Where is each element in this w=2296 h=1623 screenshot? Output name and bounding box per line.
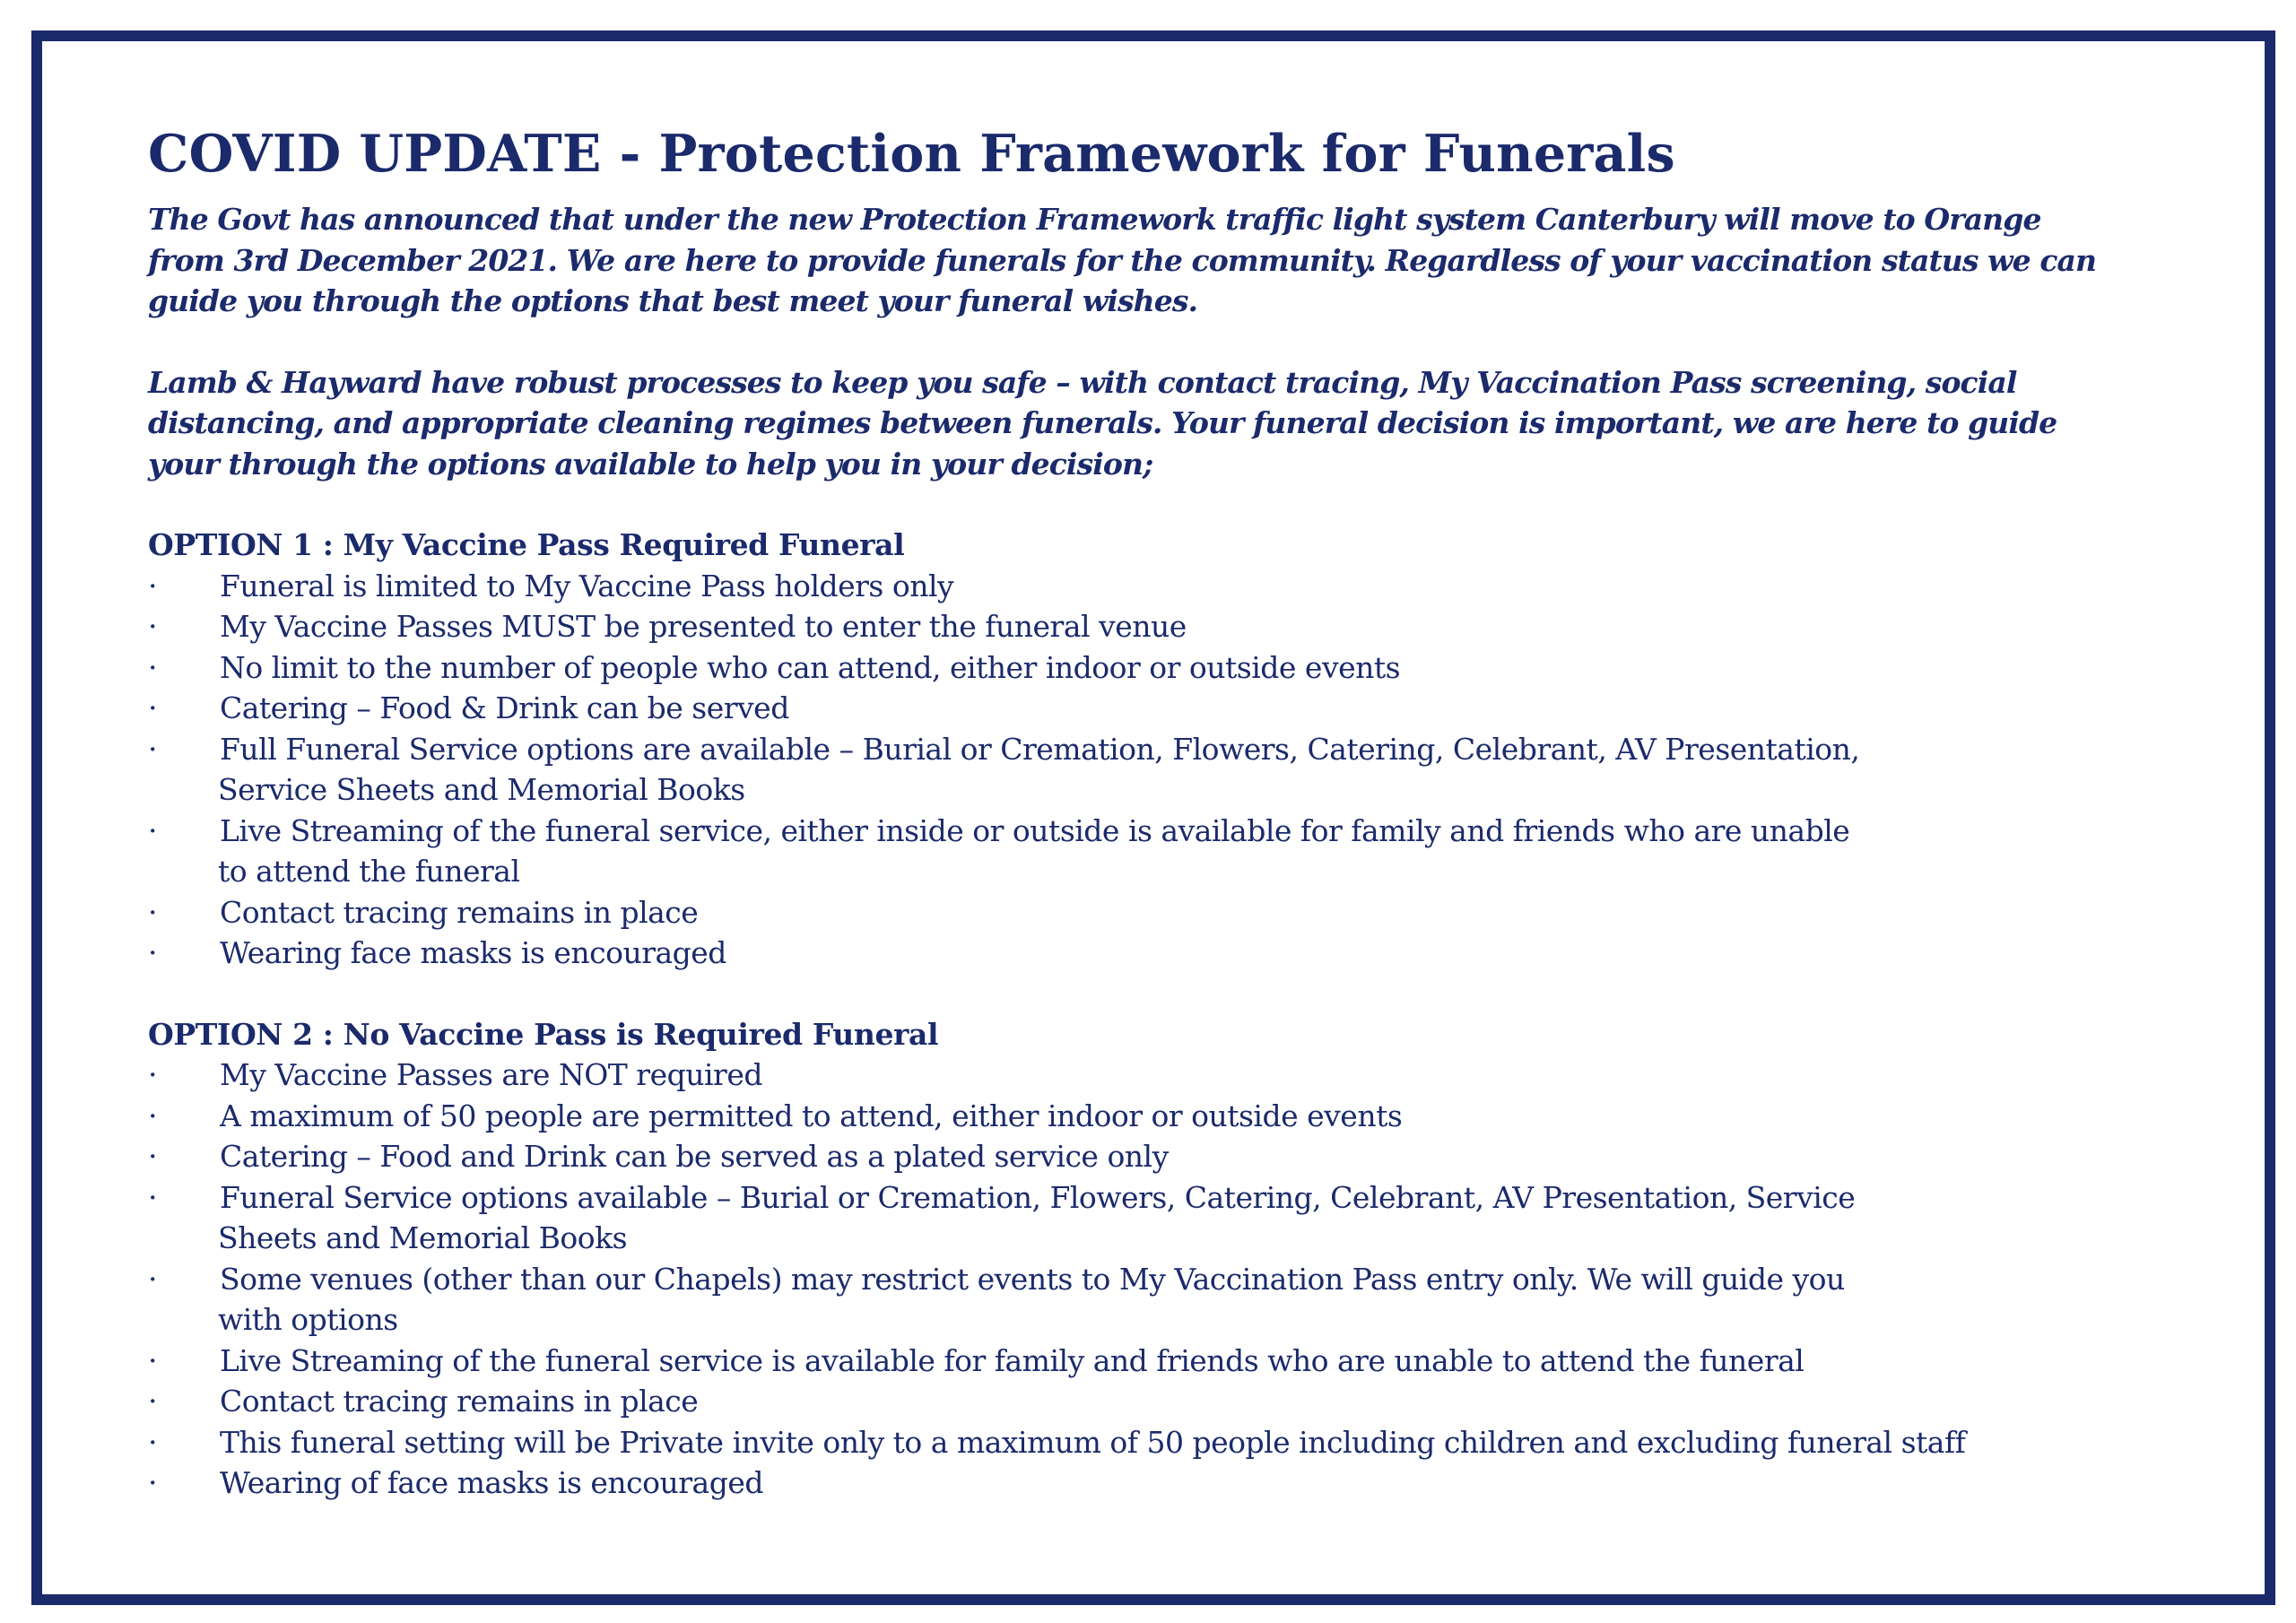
list-item-line: This funeral setting will be Private invite only to a maximum of 50 people including children and excluding funeral staff <box>220 1424 1966 1460</box>
spacer <box>148 484 2157 525</box>
list-item-line: Some venues (other than our Chapels) may restrict events to My Vaccination Pass entry only. We will guide you <box>220 1261 1845 1297</box>
page-title: COVID UPDATE - Protection Framework for Funerals <box>148 124 1675 184</box>
list-item <box>148 729 2157 811</box>
bullet-icon: · <box>148 894 157 930</box>
list-item <box>148 933 2157 974</box>
list-item-text <box>220 688 2157 729</box>
intro-line: your through the options available to help you in your decision; <box>148 446 1153 482</box>
list-item-text <box>220 1341 2157 1382</box>
bullet-icon: · <box>148 1057 157 1092</box>
list-item-text <box>220 729 2157 811</box>
list-item-text <box>220 566 2157 607</box>
list-item-line: with options <box>218 1302 398 1337</box>
spacer <box>148 974 2157 1014</box>
bullet-icon: · <box>148 649 157 685</box>
list-item-text <box>220 933 2157 974</box>
bullet-icon: · <box>148 731 157 767</box>
list-item-text <box>220 1136 2157 1177</box>
list-item-line: to attend the funeral <box>218 854 520 889</box>
list-item <box>148 1096 2157 1137</box>
option-1-heading: OPTION 1 : My Vaccine Pass Required Funeral <box>148 527 905 562</box>
bullet-icon: · <box>148 935 157 970</box>
list-item-text <box>220 1422 2157 1463</box>
list-item <box>148 566 2157 607</box>
intro-line: guide you through the options that best meet your funeral wishes. <box>148 283 1198 318</box>
list-item <box>148 1462 2157 1504</box>
list-item-line: Wearing face masks is encouraged <box>220 935 726 970</box>
bullet-icon: · <box>148 1424 157 1460</box>
list-item-line: Wearing of face masks is encouraged <box>220 1465 764 1500</box>
intro-paragraph-1 <box>148 199 2157 322</box>
list-item <box>148 1055 2157 1096</box>
intro-line: from 3rd December 2021. We are here to provide funerals for the community. Regardless of your vaccination status we can <box>148 242 2097 278</box>
bullet-icon: · <box>148 1139 157 1174</box>
list-item-text <box>220 1259 2157 1341</box>
bullet-icon: · <box>148 1465 157 1500</box>
list-item <box>148 811 2157 892</box>
bullet-icon: · <box>148 812 157 848</box>
bullet-icon: · <box>148 1179 157 1215</box>
list-item <box>148 1341 2157 1382</box>
spacer <box>148 322 2157 362</box>
bullet-icon: · <box>148 1384 157 1419</box>
list-item-line: My Vaccine Passes are NOT required <box>220 1057 762 1092</box>
list-item-line: No limit to the number of people who can attend, either indoor or outside events <box>220 649 1401 685</box>
intro-line: distancing, and appropriate cleaning regimes between funerals. Your funeral decision is important, we are here to guide <box>148 405 2057 440</box>
list-item-line: Contact tracing remains in place <box>220 1384 699 1419</box>
list-item-line: Full Funeral Service options are available – Burial or Cremation, Flowers, Catering, Celebrant, AV Presentation, <box>220 731 1860 767</box>
list-item <box>148 1381 2157 1422</box>
list-item <box>148 1422 2157 1463</box>
bullet-icon: · <box>148 1342 157 1378</box>
list-item-line: Service Sheets and Memorial Books <box>218 772 745 807</box>
list-item-line: Funeral is limited to My Vaccine Pass holders only <box>220 568 954 603</box>
list-item-line: My Vaccine Passes MUST be presented to enter the funeral venue <box>220 609 1187 644</box>
list-item-text <box>220 892 2157 933</box>
list-item-line: Live Streaming of the funeral service, either inside or outside is available for family and friends who are unable <box>220 812 1850 848</box>
list-item-line: A maximum of 50 people are permitted to attend, either indoor or outside events <box>220 1098 1403 1133</box>
list-item-text <box>220 811 2157 892</box>
list-item <box>148 647 2157 689</box>
notice-content <box>148 122 2157 1504</box>
list-item <box>148 1177 2157 1259</box>
list-item-text <box>220 1462 2157 1504</box>
intro-paragraph-2 <box>148 362 2157 485</box>
intro-line: The Govt has announced that under the new Protection Framework traffic light system Canterbury will move to Orange <box>148 202 2041 237</box>
list-item-line: Sheets and Memorial Books <box>218 1220 628 1255</box>
list-item <box>148 892 2157 933</box>
list-item-line: Contact tracing remains in place <box>220 894 699 930</box>
bullet-icon: · <box>148 1098 157 1133</box>
bullet-icon: · <box>148 1261 157 1297</box>
bullet-icon: · <box>148 609 157 644</box>
list-item <box>148 606 2157 647</box>
list-item-line: Catering – Food & Drink can be served <box>220 690 789 725</box>
list-item <box>148 1136 2157 1177</box>
list-item-line: Catering – Food and Drink can be served as a plated service only <box>220 1139 1169 1174</box>
list-item <box>148 688 2157 729</box>
bullet-icon: · <box>148 568 157 603</box>
list-item-line: Funeral Service options available – Burial or Cremation, Flowers, Catering, Celebrant, AV Presentation, Service <box>220 1179 1856 1215</box>
list-item-text <box>220 1055 2157 1096</box>
bullet-icon: · <box>148 690 157 725</box>
option-2-heading: OPTION 2 : No Vaccine Pass is Required Funeral <box>148 1016 939 1052</box>
list-item-text <box>220 1177 2157 1259</box>
list-item-text <box>220 1381 2157 1422</box>
list-item <box>148 1259 2157 1341</box>
list-item-line: Live Streaming of the funeral service is available for family and friends who are unable to attend the funeral <box>220 1342 1805 1378</box>
option-1-section <box>148 525 2157 974</box>
list-item-text <box>220 606 2157 647</box>
option-2-list <box>148 1055 2157 1504</box>
intro-line: Lamb & Hayward have robust processes to keep you safe – with contact tracing, My Vaccination Pass screening, social <box>148 364 2017 400</box>
option-1-list <box>148 566 2157 974</box>
option-2-section <box>148 1014 2157 1504</box>
list-item-text <box>220 647 2157 689</box>
list-item-text <box>220 1096 2157 1137</box>
